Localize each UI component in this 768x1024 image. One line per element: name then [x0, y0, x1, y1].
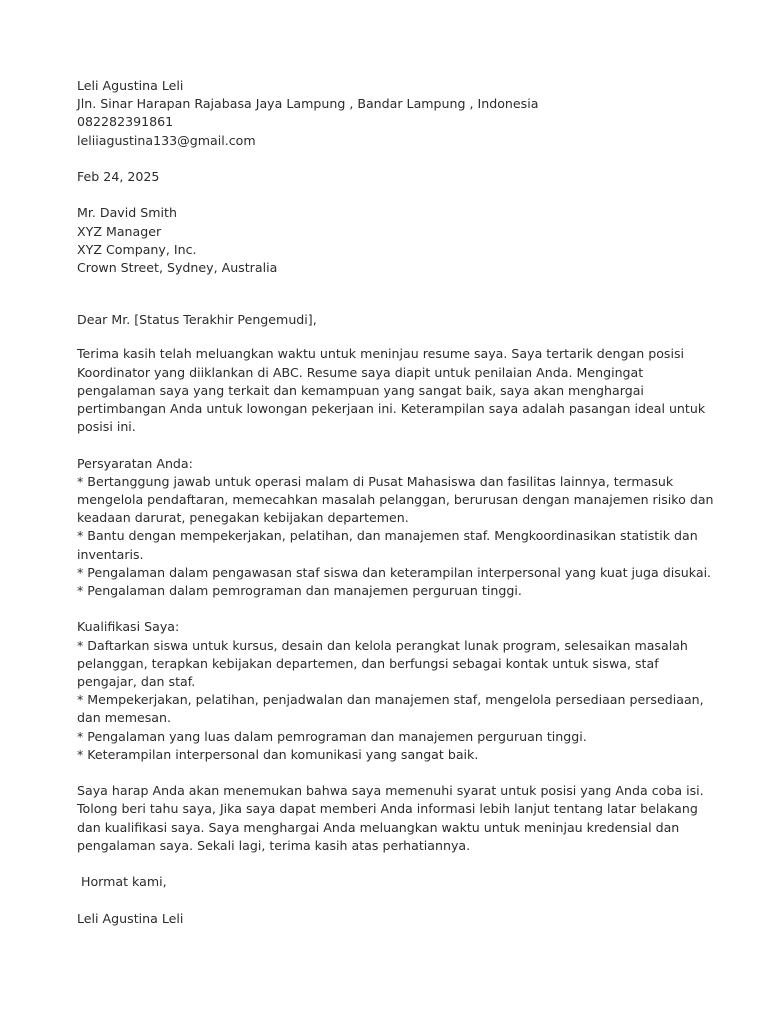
- requirements-line: * Pengalaman dalam pemrograman dan manajemen perguruan tinggi.: [77, 583, 522, 599]
- salutation: Dear Mr. [Status Terakhir Pengemudi],: [77, 312, 317, 328]
- paragraph-line: Saya harap Anda akan menemukan bahwa saya memenuhi syarat untuk posisi yang Anda coba isi.: [77, 783, 704, 799]
- requirements-section: [77, 455, 714, 601]
- sender-phone: 082282391861: [77, 114, 174, 130]
- recipient-title: XYZ Manager: [77, 223, 162, 239]
- sender-address: Jln. Sinar Harapan Rajabasa Jaya Lampung , Bandar Lampung , Indonesia: [77, 96, 539, 112]
- salutation-block: [77, 311, 707, 329]
- sign-off: Hormat kami,: [81, 874, 167, 890]
- paragraph-line: dan kualifikasi saya. Saya menghargai Anda meluangkan waktu untuk meninjau kredensial dan: [77, 819, 680, 835]
- recipient-address: Crown Street, Sydney, Australia: [77, 260, 278, 275]
- qualifications-heading: Kualifikasi Saya:: [77, 619, 180, 635]
- signature-block: [77, 910, 707, 928]
- qualifications-section: [77, 618, 707, 764]
- qualifications-line: * Pengalaman yang luas dalam pemrograman dan manajemen perguruan tinggi.: [77, 728, 587, 744]
- date-block: [77, 168, 707, 186]
- requirements-line: mengelola pendaftaran, memecahkan masalah pelanggan, berurusan dengan manajemen risiko dan: [77, 492, 714, 508]
- requirements-line: * Bertanggung jawab untuk operasi malam di Pusat Mahasiswa dan fasilitas lainnya, termasuk: [77, 473, 674, 489]
- cover-letter: [77, 77, 714, 928]
- paragraph-line: pengalaman saya yang terkait dan kemampuan yang sangat baik, saya akan menghargai: [77, 382, 644, 398]
- qualifications-line: * Mempekerjakan, pelatihan, penjadwalan dan manajemen staf, mengelola persediaan persediaan,: [77, 692, 704, 708]
- requirements-line: keadaan darurat, penegakan kebijakan departemen.: [77, 510, 409, 526]
- paragraph-line: Terima kasih telah meluangkan waktu untuk meninjau resume saya. Saya tertarik dengan posisi: [77, 346, 685, 362]
- signature-name: Leli Agustina Leli: [77, 910, 184, 926]
- paragraph-line: posisi ini.: [77, 419, 136, 435]
- requirements-line: * Pengalaman dalam pengawasan staf siswa dan keterampilan interpersonal yang kuat juga disukai.: [77, 564, 712, 580]
- recipient-block: [77, 204, 707, 277]
- recipient-name: Mr. David Smith: [77, 205, 177, 221]
- paragraph-line: Koordinator yang diiklankan di ABC. Resume saya diapit untuk penilaian Anda. Mengingat: [77, 364, 644, 380]
- requirements-line: * Bantu dengan mempekerjakan, pelatihan, dan manajemen staf. Mengkoordinasikan statistik dan: [77, 528, 698, 544]
- qualifications-line: pelanggan, terapkan kebijakan departemen, dan berfungsi sebagai kontak untuk siswa, staf: [77, 655, 659, 671]
- paragraph-line: pengalaman saya. Sekali lagi, terima kasih atas perhatiannya.: [77, 837, 471, 853]
- paragraph-line: pertimbangan Anda untuk lowongan pekerjaan ini. Keterampilan saya adalah pasangan ideal untuk: [77, 401, 706, 417]
- sender-block: [77, 77, 707, 150]
- sender-name: Leli Agustina Leli: [77, 78, 184, 93]
- recipient-company: XYZ Company, Inc.: [77, 241, 197, 257]
- qualifications-line: pengajar, dan staf.: [77, 674, 196, 690]
- paragraph-line: Tolong beri tahu saya, Jika saya dapat memberi Anda informasi lebih lanjut tentang latar belakang: [77, 801, 698, 817]
- requirements-line: inventaris.: [77, 546, 144, 562]
- closing-paragraph: [77, 782, 707, 855]
- qualifications-line: * Keterampilan interpersonal dan komunikasi yang sangat baik.: [77, 746, 479, 762]
- sign-off-block: [77, 873, 707, 891]
- qualifications-line: * Daftarkan siswa untuk kursus, desain dan kelola perangkat lunak program, selesaikan masalah: [77, 637, 688, 653]
- sender-email: leliiagustina133@gmail.com: [77, 132, 256, 148]
- letter-date: Feb 24, 2025: [77, 169, 160, 184]
- qualifications-line: dan memesan.: [77, 710, 171, 726]
- intro-paragraph: [77, 345, 707, 436]
- requirements-heading: Persyaratan Anda:: [77, 455, 193, 471]
